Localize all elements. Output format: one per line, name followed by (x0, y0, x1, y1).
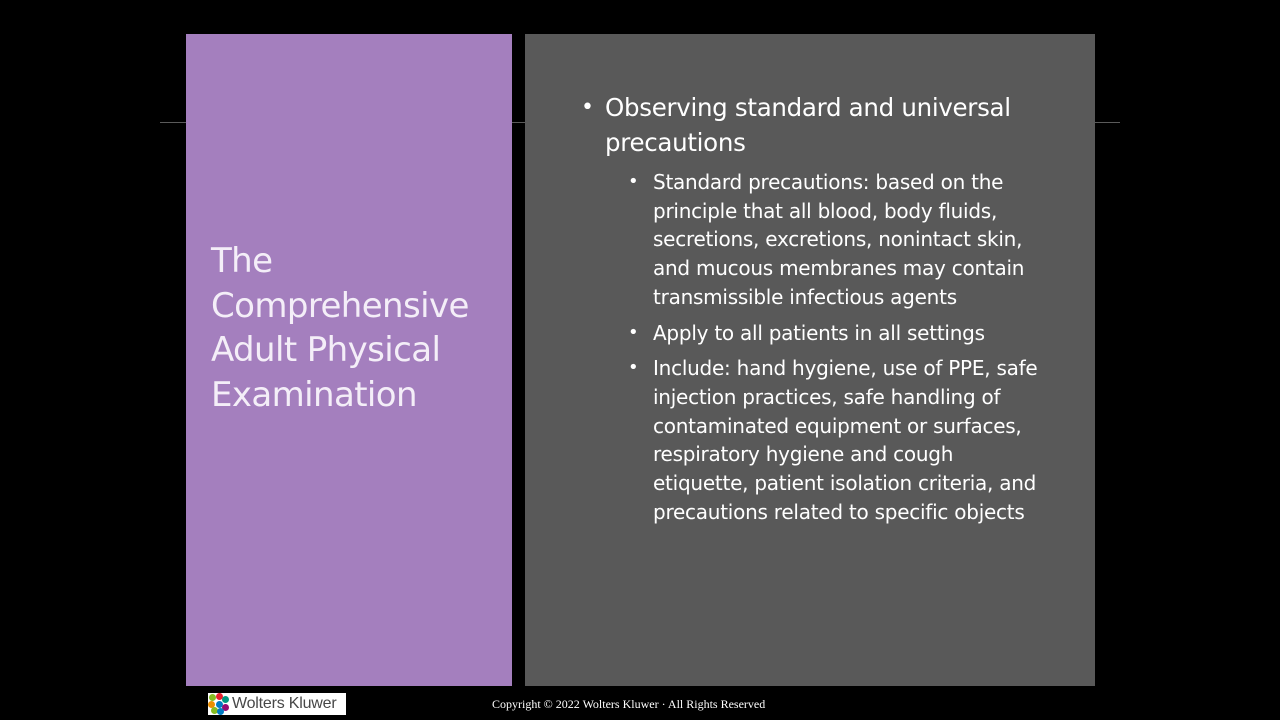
sub-bullet-marker: • (628, 171, 639, 192)
bullet-item (581, 90, 1065, 526)
publisher-logo (208, 693, 346, 715)
content-panel (525, 34, 1095, 686)
sub-bullet-item (628, 319, 1053, 348)
sub-bullet-item (628, 354, 1053, 526)
bullet-list (581, 90, 1065, 533)
sub-bullet-list (628, 168, 1053, 526)
bullet-marker: • (581, 95, 594, 120)
title-panel (186, 34, 512, 686)
bullet-text: Observing standard and universal precautions (605, 93, 1011, 157)
slide-title: The Comprehensive Adult Physical Examination (211, 241, 469, 415)
wolters-kluwer-logo-icon (208, 693, 230, 715)
sub-bullet-item (628, 168, 1053, 312)
sub-bullet-text: Apply to all patients in all settings (653, 320, 985, 345)
logo-text: Wolters Kluwer (232, 695, 337, 712)
sub-bullet-text: Include: hand hygiene, use of PPE, safe injection practices, safe handling of contaminated equipment or surfaces, respiratory hygiene and cough etiquette, patient isolation criteria, and precautions related to specific objects (653, 356, 1038, 524)
sub-bullet-text: Standard precautions: based on the principle that all blood, body fluids, secretions, excretions, nonintact skin, and mucous membranes may contain transmissible infectious agents (653, 170, 1025, 309)
copyright-notice: Copyright © 2022 Wolters Kluwer · All Rights Reserved (492, 697, 766, 711)
sub-bullet-marker: • (628, 321, 639, 343)
sub-bullet-marker: • (628, 357, 639, 379)
